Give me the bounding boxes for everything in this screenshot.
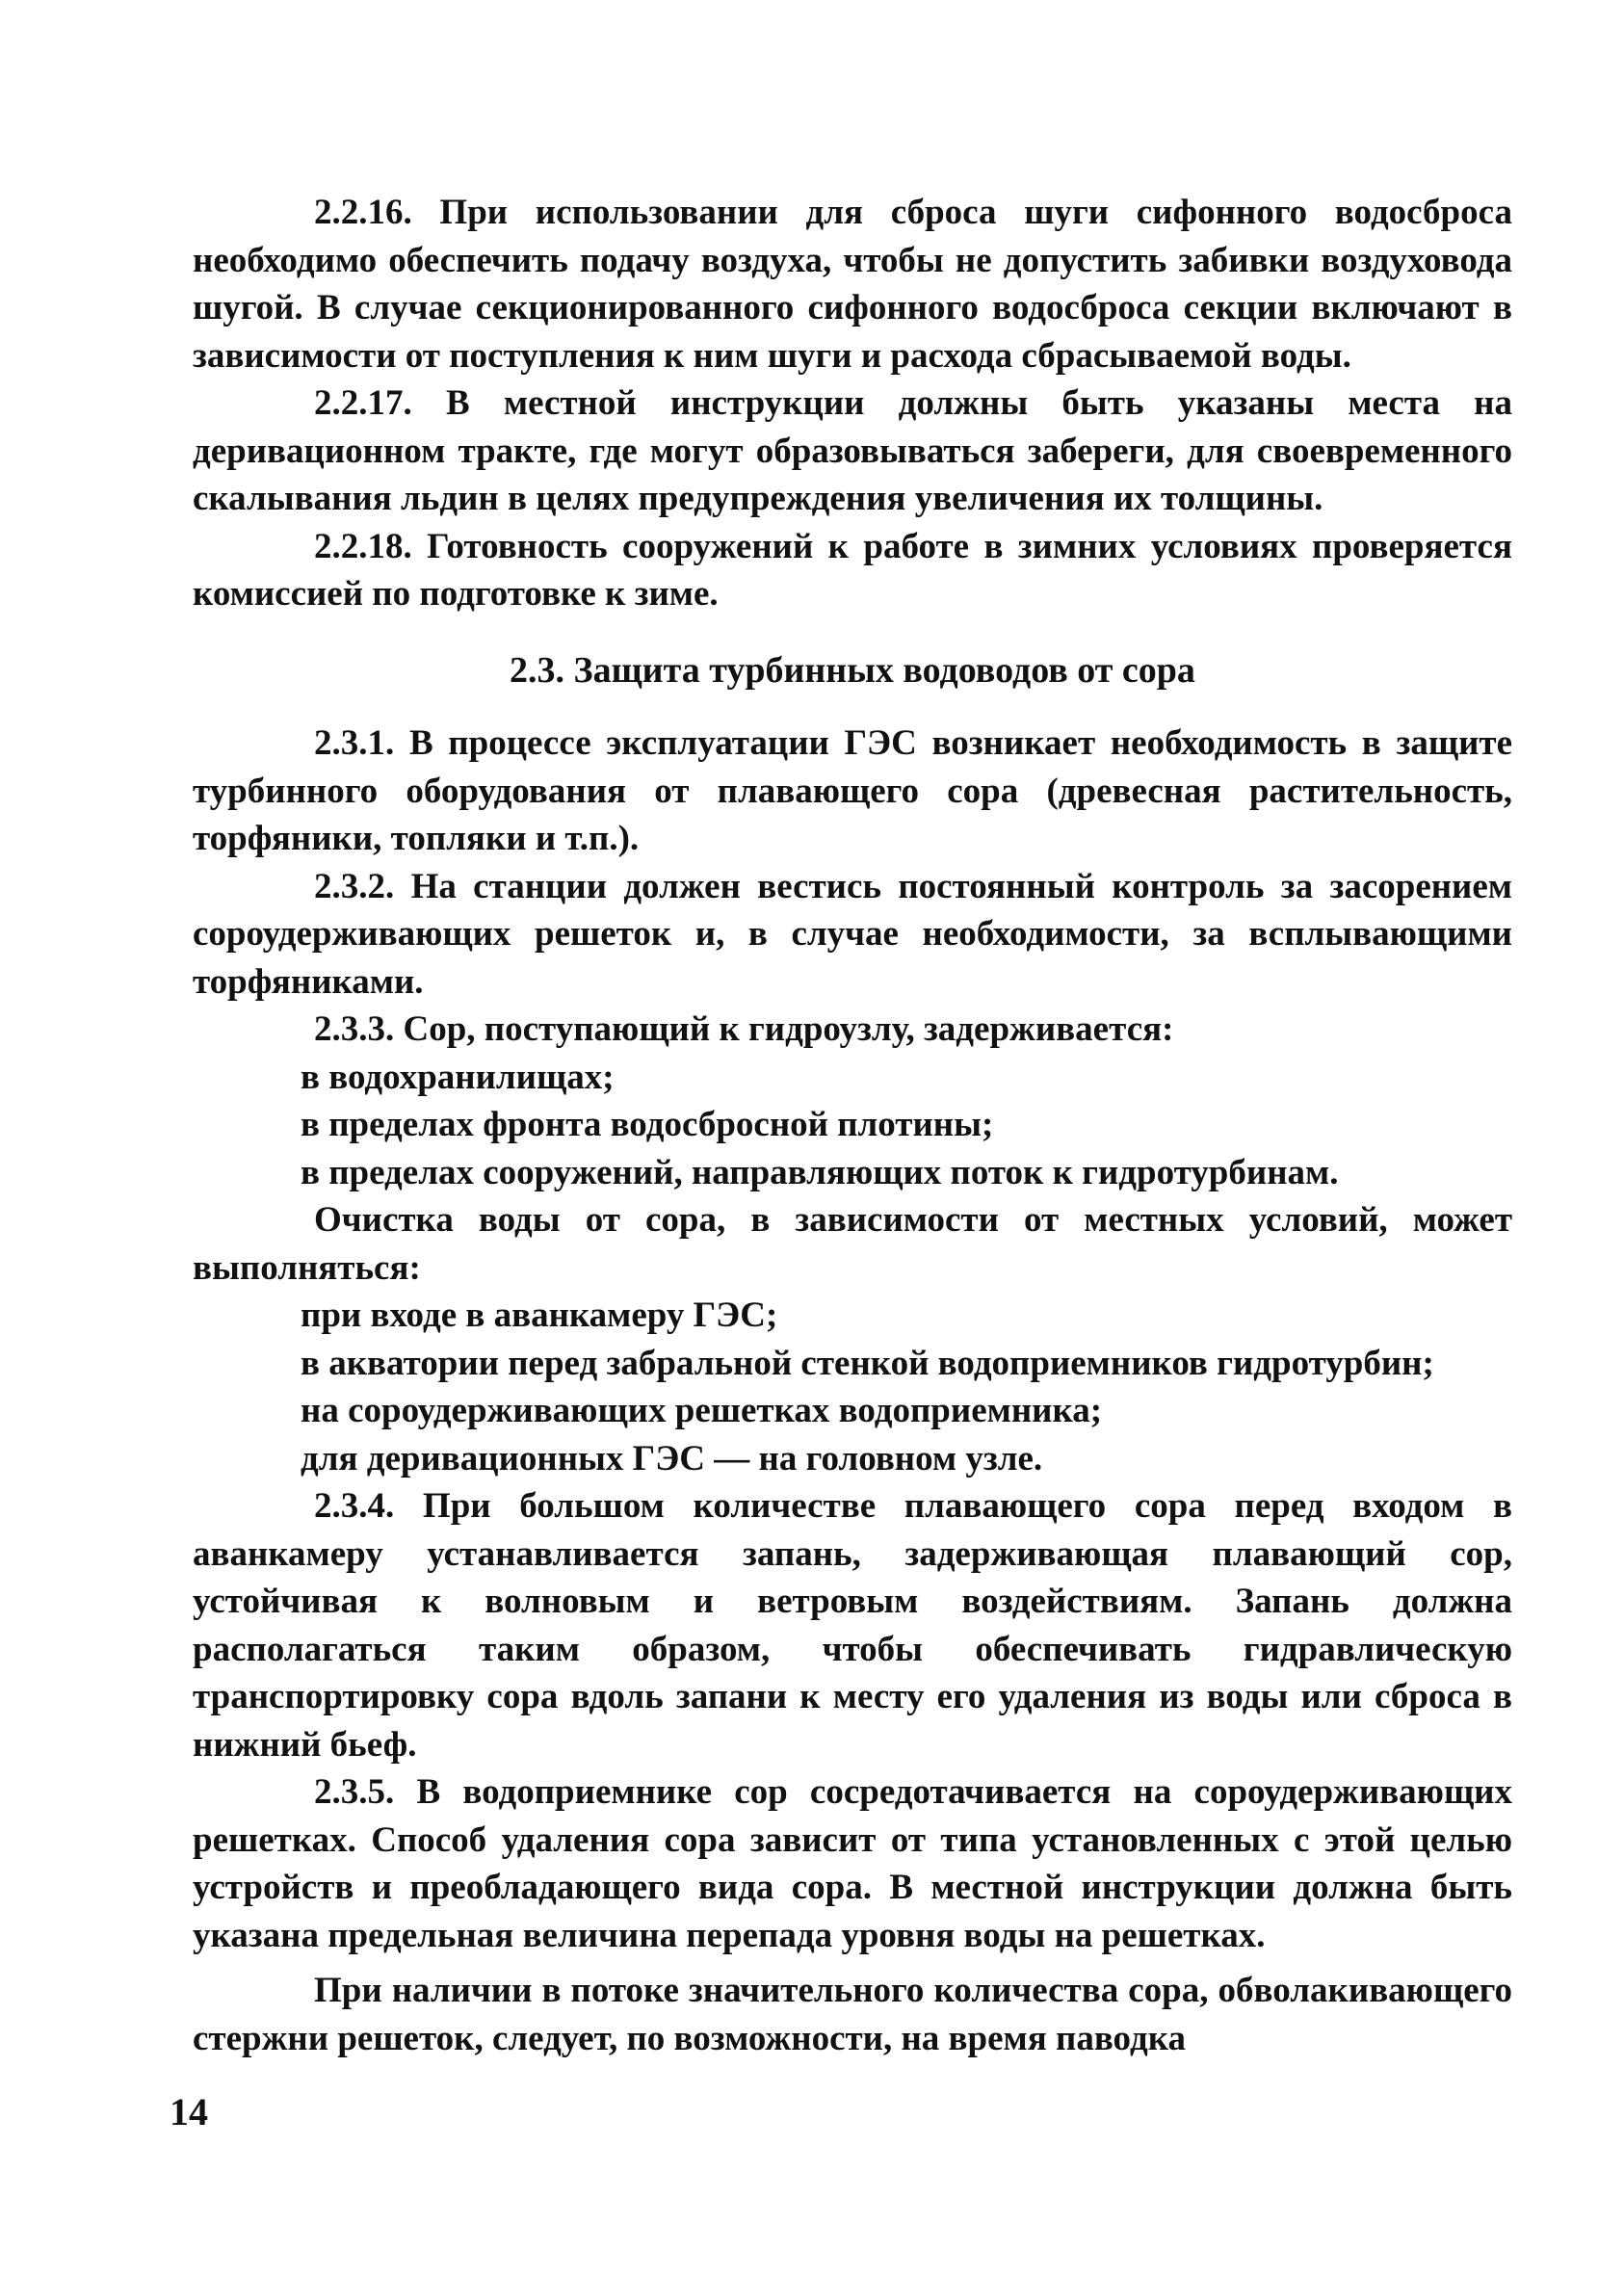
list-item: на сороудерживающих решетках водоприемника;	[301, 1391, 1103, 1430]
paragraph-2-2-17: 2.2.17. В местной инструкции должны быть указаны места на деривационном тракте, где могут образовываться забереги, для своевременного скалывания льдин в целях предупреждения увеличения их толщины.	[193, 383, 1512, 518]
paragraph-2-2-18: 2.2.18. Готовность сооружений к работе в зимних условиях проверяется комиссией по подготовке к зиме.	[193, 526, 1512, 614]
list-item: при входе в аванкамеру ГЭС;	[301, 1296, 778, 1335]
paragraph-2-3-4: 2.3.4. При большом количестве плавающего сора перед входом в аванкамеру устанавливается запань, задерживающая плавающий сор, устойчивая к волновым и ветровым воздействиям. Запань должна располагаться таким образом, чтобы обеспечивать гидравлическую транспортировку сора вдоль запани к месту его удаления из воды или сброса в нижний бьеф.	[193, 1486, 1512, 1765]
section-heading-2-3: 2.3. Защита турбинных водоводов от сора	[510, 649, 1195, 691]
paragraph-2-3-2: 2.3.2. На станции должен вестись постоянный контроль за засорением сороудерживающих решеток и, в случае необходимости, за всплывающими торфяниками.	[193, 866, 1512, 1002]
page-number: 14	[170, 2090, 208, 2133]
list-item: в пределах фронта водосбросной плотины;	[301, 1105, 994, 1144]
paragraph-continued: При наличии в потоке значительного количества сора, обволакивающего стержни решеток, следует, по возможности, на время паводка	[193, 1971, 1512, 2058]
paragraph-cleaning: Очистка воды от сора, в зависимости от местных условий, может выполняться:	[193, 1200, 1512, 1288]
paragraph-2-3-1: 2.3.1. В процессе эксплуатации ГЭС возникает необходимость в защите турбинного оборудования от плавающего сора (древесная растительность, торфяники, топляки и т.п.).	[193, 723, 1512, 858]
list-item: для деривационных ГЭС — на головном узле.	[301, 1438, 1043, 1479]
page-body	[193, 189, 1512, 2062]
paragraph-2-3-3: 2.3.3. Сор, поступающий к гидроузлу, задерживается:	[314, 1009, 1174, 1049]
list-item: в акватории перед забральной стенкой водоприемников гидротурбин;	[301, 1343, 1434, 1383]
paragraph-2-2-16: 2.2.16. При использовании для сброса шуги сифонного водосброса необходимо обеспечить подачу воздуха, чтобы не допустить забивки воздуховода шугой. В случае секционированного сифонного водосброса секции включают в зависимости от поступления к ним шуги и расхода сбрасываемой воды.	[193, 193, 1512, 376]
list-item: в водохранилищах;	[301, 1057, 615, 1097]
paragraph-2-3-5: 2.3.5. В водоприемнике сор сосредотачивается на сороудерживающих решетках. Способ удаления сора зависит от типа установленных с этой целью устройств и преобладающего вида сора. В местной инструкции должна быть указана предельная величина перепада уровня воды на решетках.	[193, 1772, 1512, 1955]
list-item: в пределах сооружений, направляющих поток к гидротурбинам.	[301, 1152, 1339, 1192]
